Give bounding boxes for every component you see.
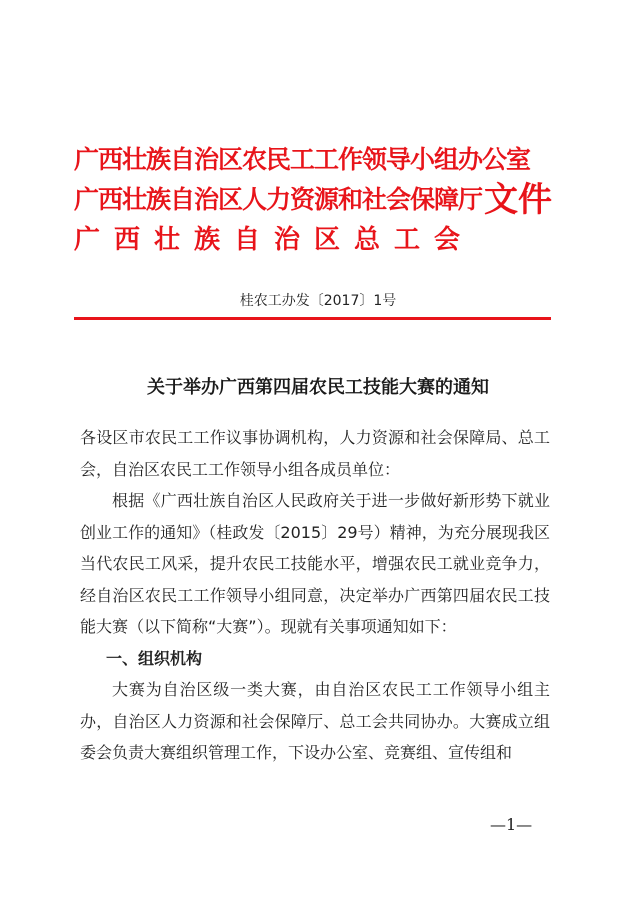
issuer-line-1: 广西壮族自治区农民工工作领导小组办公室: [74, 145, 531, 174]
document-type-label: 文件: [484, 180, 553, 220]
red-divider-line: [74, 317, 551, 320]
issuer-line-2-row: [74, 180, 574, 220]
document-header: [74, 140, 574, 260]
salutation: 各设区市农民工工作议事协调机构，人力资源和社会保障局、总工会，自治区农民工工作领导小组各成员单位：: [80, 428, 550, 479]
page-number: —1—: [490, 815, 533, 834]
paragraph-2: 大赛为自治区级一类大赛，由自治区农民工工作领导小组主办，自治区人力资源和社会保障厅、总工会共同协办。大赛成立组委会负责大赛组织管理工作，下设办公室、竞赛组、宣传组和: [80, 680, 550, 762]
section-heading-1: 一、组织机构: [106, 648, 203, 668]
document-title: 关于举办广西第四届农民工技能大赛的通知: [147, 377, 489, 398]
document-body: [80, 422, 550, 769]
issuer-line-3: 广西壮族自治区总工会: [74, 225, 475, 255]
issuer-line-2: 广西壮族自治区人力资源和社会保障厅: [74, 185, 483, 214]
paragraph-1: 根据《广西壮族自治区人民政府关于进一步做好新形势下就业创业工作的通知》（桂政发〔2015〕29号）精神，为充分展现我区当代农民工风采，提升农民工技能水平，增强农民工就业竞争力，经自治区农民工工作领导小组同意，决定举办广西第四届农民工技能大赛（以下简称“大赛”）。现就有关事项通知如下：: [80, 491, 550, 636]
document-number: 桂农工办发〔2017〕1号: [239, 293, 397, 309]
